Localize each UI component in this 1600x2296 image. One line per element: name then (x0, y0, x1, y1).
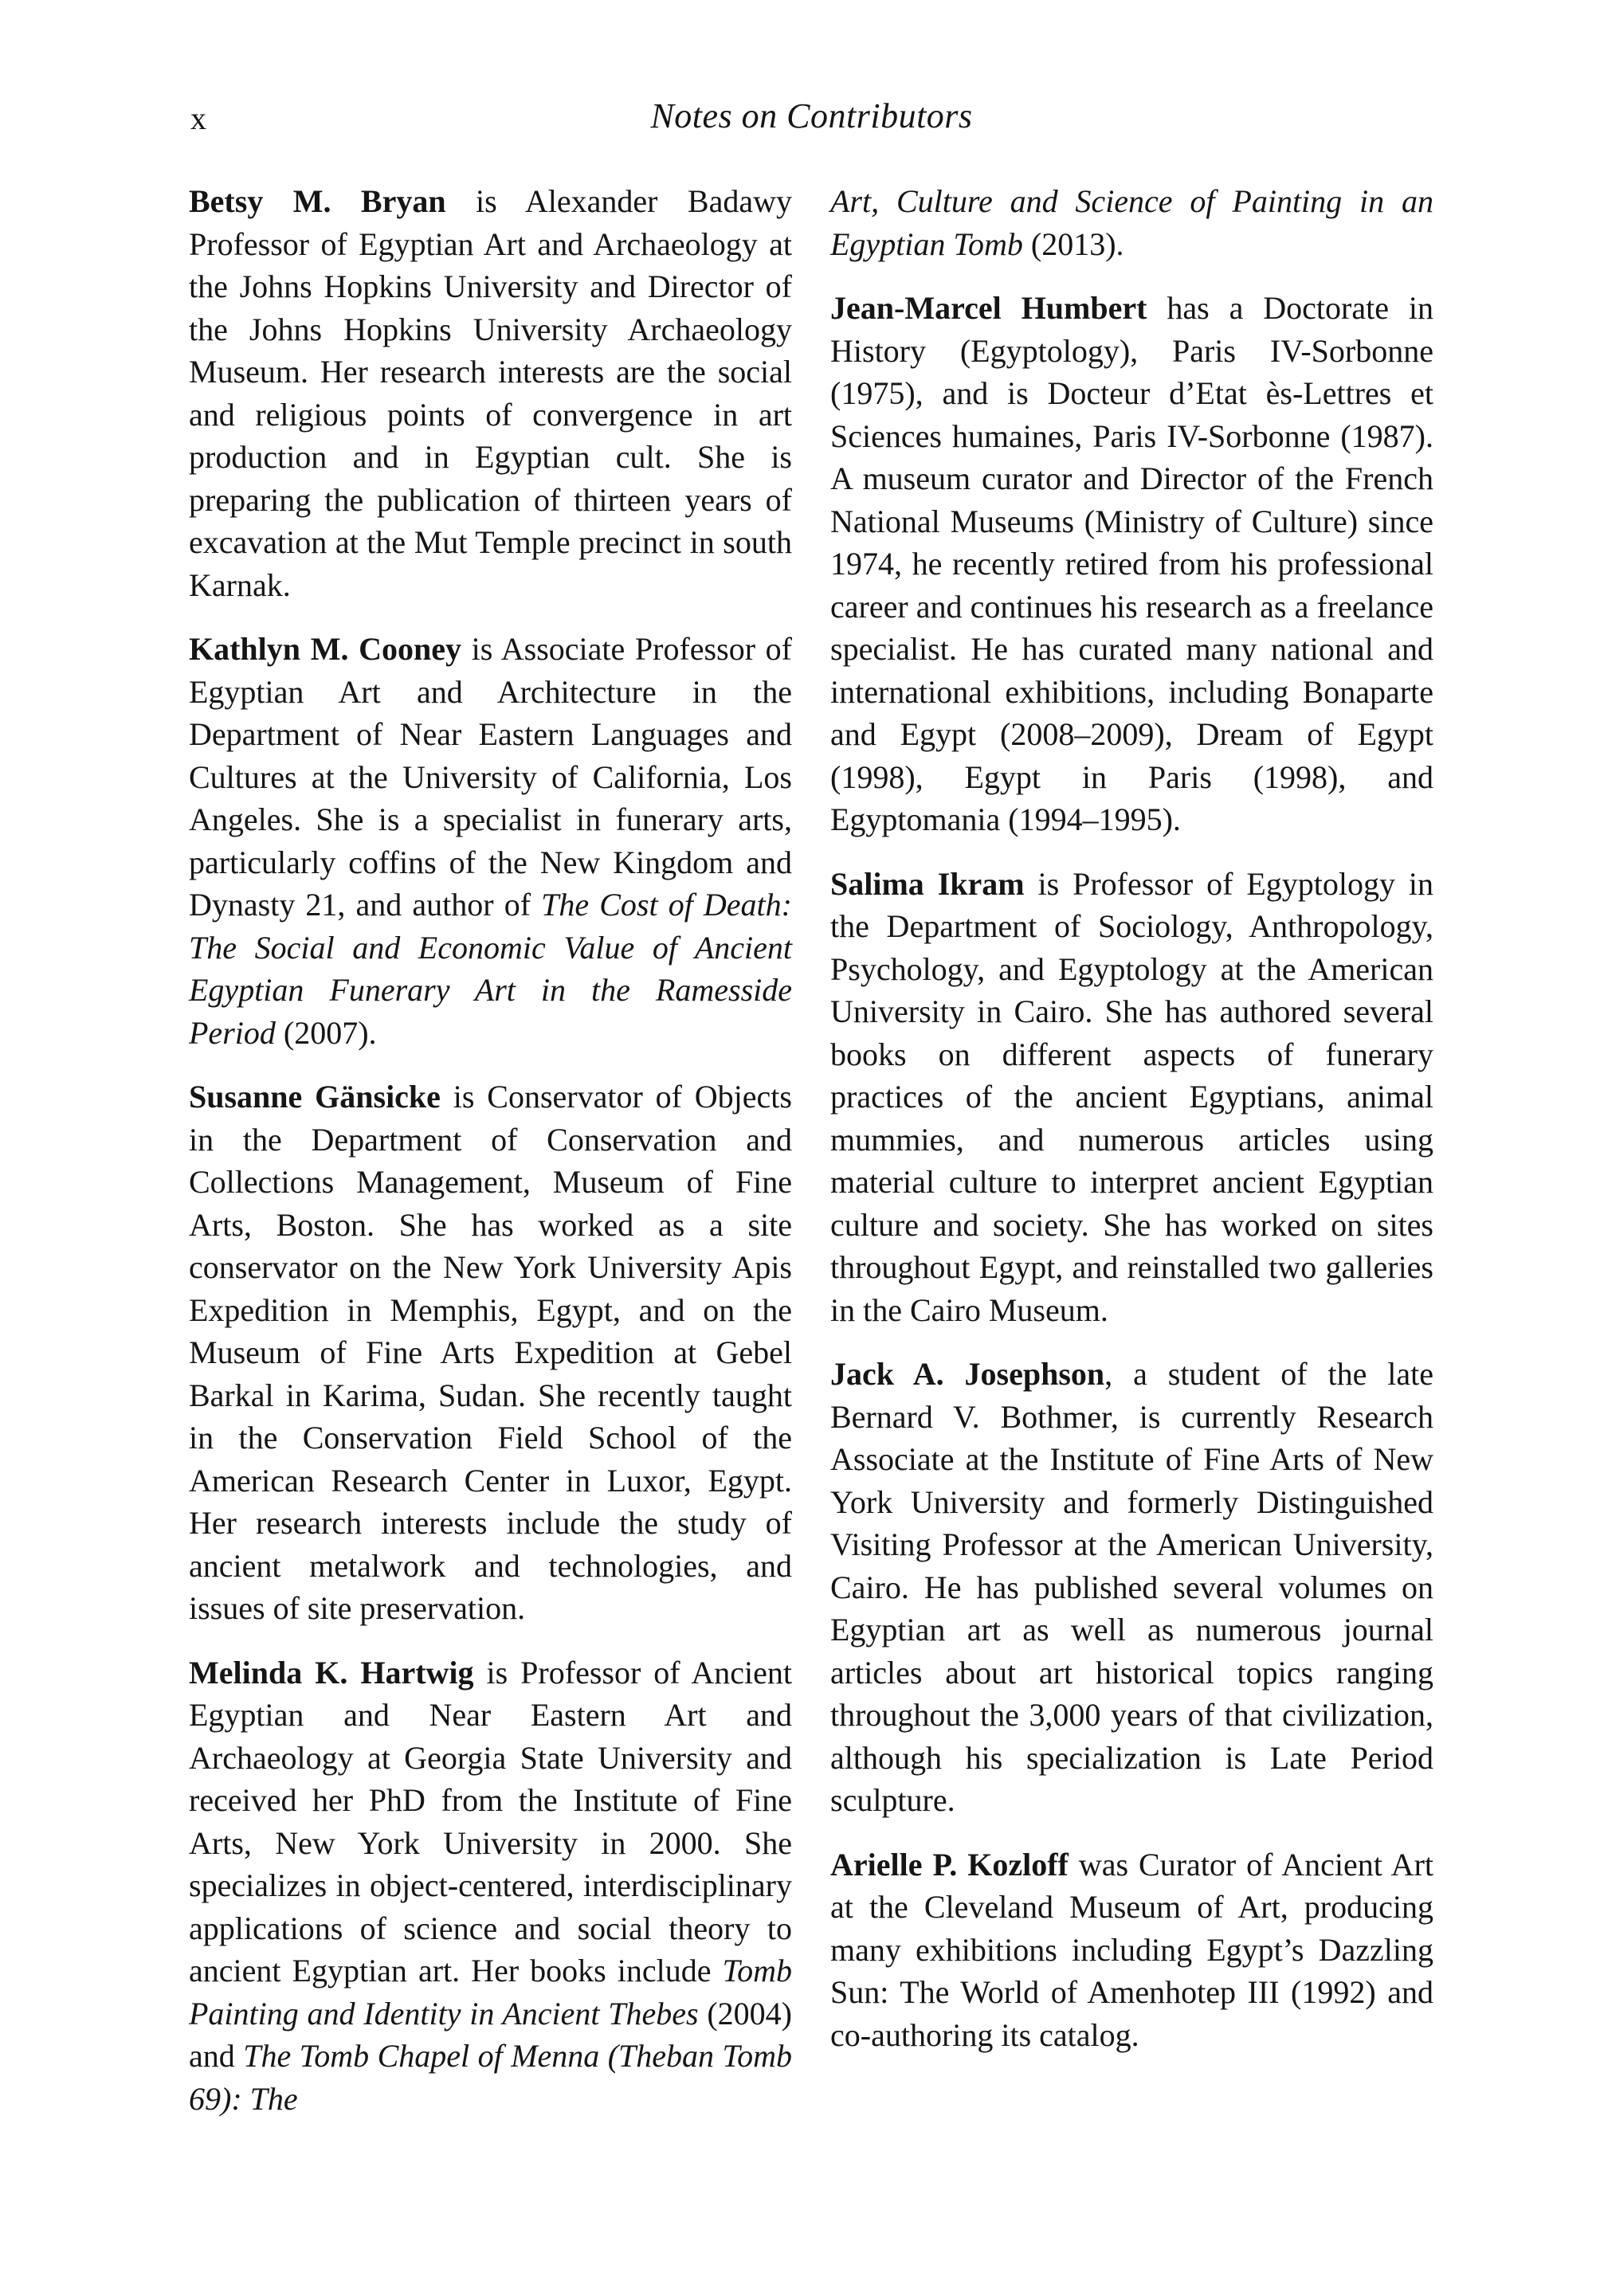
contributor-name: Kathlyn M. Cooney (189, 631, 461, 667)
body-text: , a student of the late Bernard V. Bothmer, is currently Research Associate at the Institute of Fine Arts of New York University and formerly Distinguished Visiting Professor at the American University, Cairo. He has published several volumes on Egyptian art as well as numerous journal articles about art historical topics ranging throughout the 3,000 years of that civilization, although his specialization is Late Period sculpture. (830, 1356, 1433, 1818)
contributor-paragraph (830, 1353, 1433, 1822)
page-number: x (190, 100, 206, 136)
book-title: The Cost of Death: The Social and Economic Value of Ancient Egyptian Funerary Art in the Ramesside Period (189, 887, 792, 1051)
body-text: is Professor of Egyptology in the Department of Sociology, Anthropology, Psychology, and Egyptology at the American University in Cairo. She has authored several books on different aspects of funerary practices of the ancient Egyptians, animal mummies, and numerous articles using material culture to interpret ancient Egyptian culture and society. She has worked on sites throughout Egypt, and reinstalled two galleries in the Cairo Museum. (830, 865, 1433, 1328)
contributor-name: Salima Ikram (830, 865, 1025, 902)
contributor-name: Jack A. Josephson (830, 1356, 1105, 1392)
contributor-name: Susanne Gänsicke (189, 1079, 441, 1115)
contributor-name: Arielle P. Kozloff (830, 1846, 1069, 1883)
body-text: (2004) and (189, 1995, 793, 2074)
body-text: (2007). (275, 1014, 377, 1051)
contributor-paragraph (189, 1651, 792, 2121)
page-header (189, 92, 1434, 148)
running-title: Notes on Contributors (650, 96, 973, 135)
contributor-name: Jean-Marcel Humbert (830, 290, 1147, 326)
column-right (830, 180, 1433, 2120)
book-title: Art, Culture and Science of Painting in an Egyptian Tomb (830, 183, 1433, 262)
contributors-columns (189, 180, 1434, 2120)
column-left (189, 180, 792, 2120)
body-text: is Professor of Ancient Egyptian and Near Eastern Art and Archaeology at Georgia State University and received her PhD from the Institute of Fine Arts, New York University in 2000. She specializes in object-centered, interdisciplinary applications of science and social theory to ancient Egyptian art. Her books include (189, 1654, 792, 1988)
body-text: was Curator of Ancient Art at the Cleveland Museum of Art, producing many exhibitions including Egypt’s Dazzling Sun: The World of Amenhotep III (1992) and co-authoring its catalog. (830, 1846, 1433, 2053)
contributor-paragraph (189, 180, 792, 606)
body-text: is Associate Professor of Egyptian Art and Architecture in the Department of Near Eastern Languages and Cultures at the University of California, Los Angeles. She is a specialist in funerary arts, particularly coffins of the New Kingdom and Dynasty 21, and author of (189, 631, 792, 923)
contributor-paragraph (830, 287, 1433, 841)
contributor-name: Betsy M. Bryan (189, 183, 446, 219)
body-text: is Conservator of Objects in the Department of Conservation and Collections Management, Museum of Fine Arts, Boston. She has worked as a site conservator on the New York University Apis Expedition in Memphis, Egypt, and on the Museum of Fine Arts Expedition at Gebel Barkal in Karima, Sudan. She recently taught in the Conservation Field School of the American Research Center in Luxor, Egypt. Her research interests include the study of ancient metalwork and technologies, and issues of site preservation. (189, 1079, 792, 1626)
contributor-name: Melinda K. Hartwig (189, 1654, 474, 1691)
contributor-paragraph (830, 863, 1433, 1332)
book-title: The Tomb Chapel of Menna (Theban Tomb 69): The (189, 2038, 792, 2117)
body-text: is Alexander Badawy Professor of Egyptian Art and Archaeology at the Johns Hopkins University and Director of the Johns Hopkins University Archaeology Museum. Her research interests are the social and religious points of convergence in art production and in Egyptian cult. She is preparing the publication of thirteen years of excavation at the Mut Temple precinct in south Karnak. (189, 183, 792, 603)
book-title: Tomb Painting and Identity in Ancient Thebes (189, 1953, 792, 2032)
body-text: (2013). (1022, 225, 1124, 262)
contributor-paragraph (830, 1843, 1433, 2057)
body-text: has a Doctorate in History (Egyptology), Paris IV-Sorbonne (1975), and is Docteur d’Etat ès-Lettres et Sciences humaines, Paris IV-Sorbonne (1987). A museum curator and Director of the French National Museums (Ministry of Culture) since 1974, he recently retired from his professional career and continues his research as a freelance specialist. He has curated many national and international exhibitions, including Bonaparte and Egypt (2008–2009), Dream of Egypt (1998), Egypt in Paris (1998), and Egyptomania (1994–1995). (830, 290, 1433, 837)
contributor-paragraph (189, 1076, 792, 1630)
contributor-paragraph (830, 180, 1433, 265)
contributor-paragraph (189, 628, 792, 1054)
